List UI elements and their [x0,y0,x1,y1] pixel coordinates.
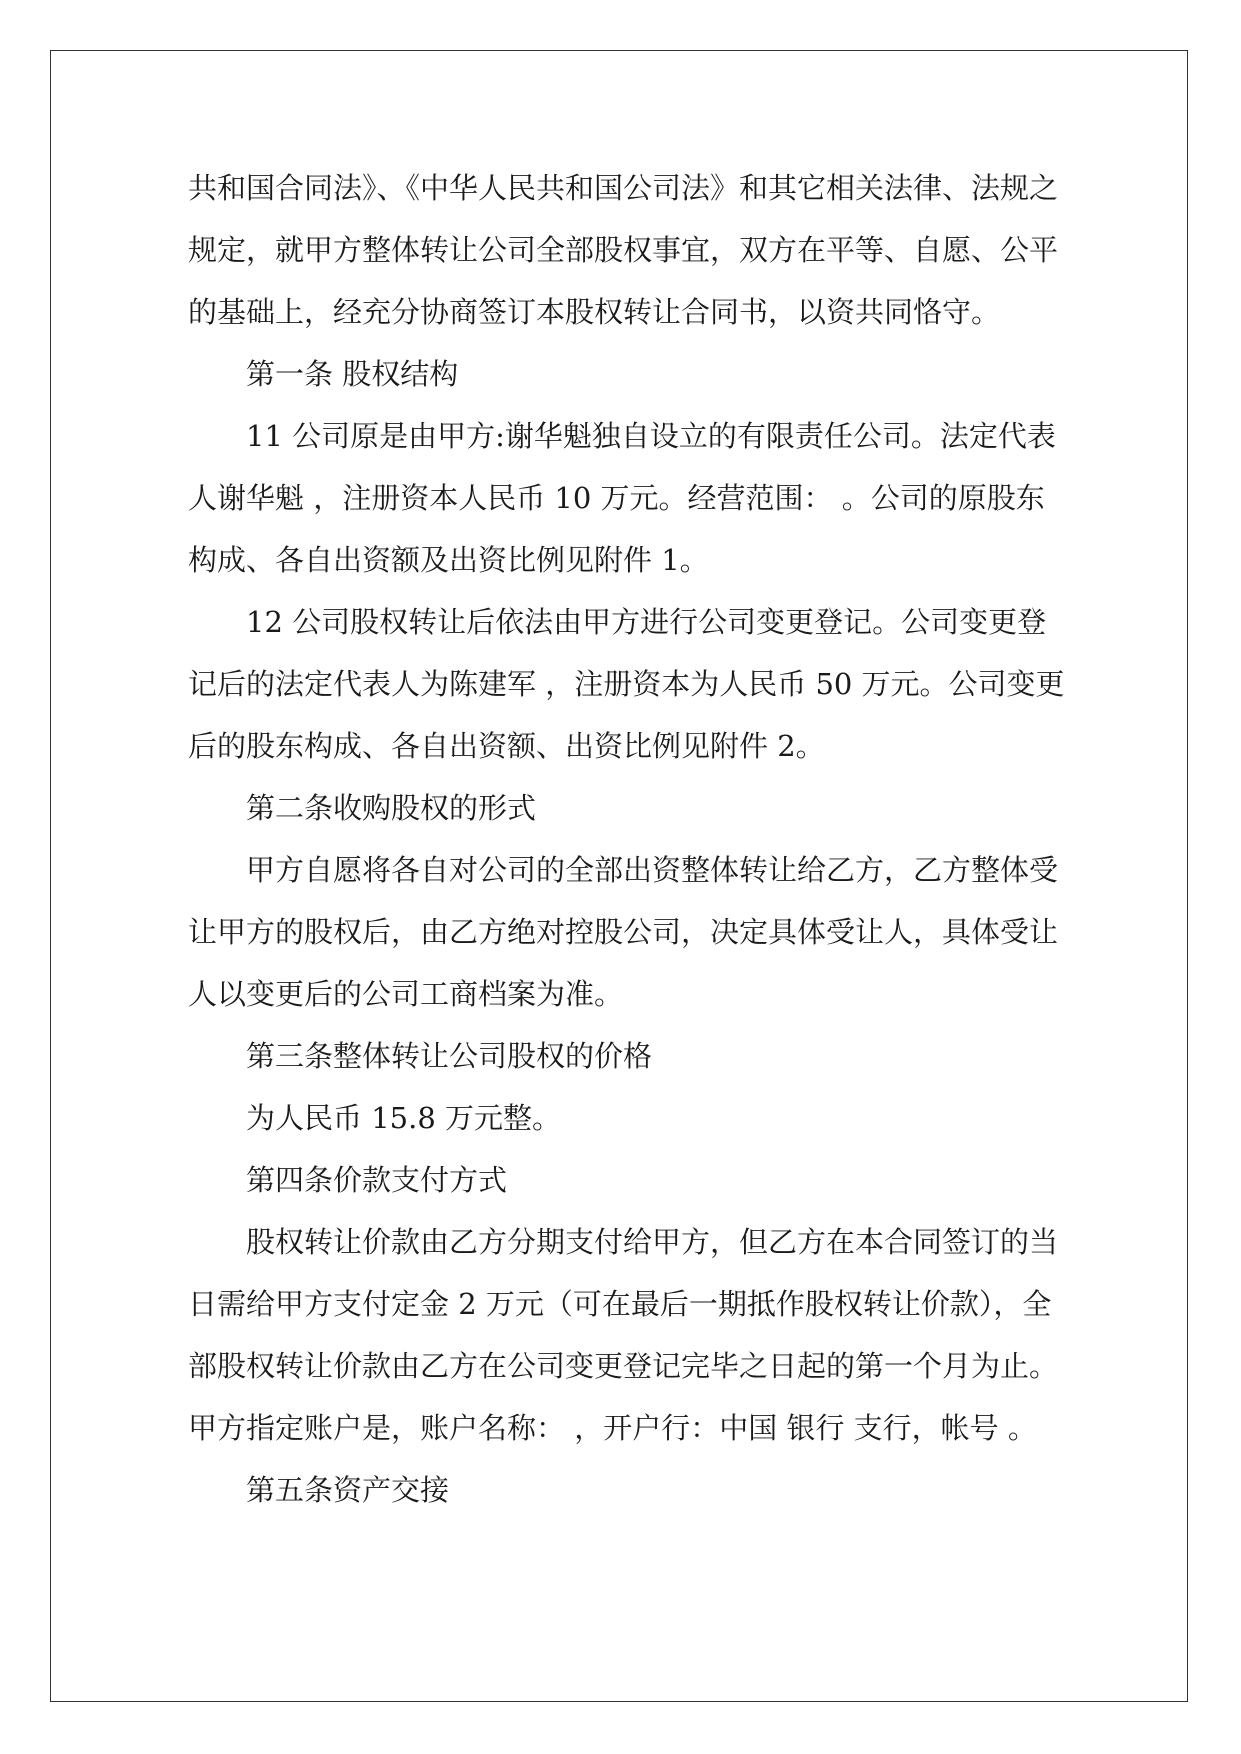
article-1-heading [188,343,1060,405]
text-line: 让甲方的股权后，由乙方绝对控股公司，决定具体受让人，具体受让 [188,915,1059,949]
article-2-heading [188,777,1060,839]
article-3-body [188,1087,1060,1149]
heading-line: 第五条资产交接 [246,1473,450,1507]
paragraph-intro [188,157,1060,343]
text-line: 部股权转让价款由乙方在公司变更登记完毕之日起的第一个月为止。 [188,1349,1059,1383]
heading-line: 第四条价款支付方式 [246,1163,508,1197]
text-line: 记后的法定代表人为陈建军 ，注册资本为人民币 50 万元。公司变更 [188,667,1065,701]
text-line: 日需给甲方支付定金 2 万元（可在最后一期抵作股权转让价款），全 [188,1287,1052,1321]
article-4-heading [188,1149,1060,1211]
article-5-heading [188,1459,1060,1521]
text-line: 共和国合同法》、《中华人民共和国公司法》和其它相关法律、法规之 [188,171,1059,205]
text-line: 规定，就甲方整体转让公司全部股权事宜，双方在平等、自愿、公平 [188,233,1059,267]
article-4-body [188,1211,1060,1459]
text-line: 后的股东构成、各自出资额、出资比例见附件 2。 [188,729,825,763]
clause-1-2 [188,591,1065,777]
text-line: 人以变更后的公司工商档案为准。 [188,977,624,1011]
text-line: 甲方指定账户是，账户名称： ，开户行：中国 银行 支行，帐号 。 [188,1411,1037,1445]
text-line: 的基础上，经充分协商签订本股权转让合同书，以资共同恪守。 [188,295,1001,329]
heading-line: 第三条整体转让公司股权的价格 [246,1039,653,1073]
text-line: 12 公司股权转让后依法由甲方进行公司变更登记。公司变更登 [246,605,1047,639]
article-3-heading [188,1025,1060,1087]
heading-line: 第二条收购股权的形式 [246,791,537,825]
text-line: 构成、各自出资额及出资比例见附件 1。 [188,543,709,577]
clause-1-1 [188,405,1060,591]
text-line: 人谢华魁 ，注册资本人民币 10 万元。经营范围： 。公司的原股东 [188,481,1045,515]
document-body [188,157,1065,1521]
text-line: 股权转让价款由乙方分期支付给甲方，但乙方在本合同签订的当 [246,1225,1059,1259]
article-2-body [188,839,1060,1025]
heading-line: 第一条 股权结构 [246,357,459,391]
text-line: 11 公司原是由甲方:谢华魁独自设立的有限责任公司。法定代表 [246,419,1056,453]
text-line: 为人民币 15.8 万元整。 [246,1101,562,1135]
text-line: 甲方自愿将各自对公司的全部出资整体转让给乙方，乙方整体受 [246,853,1059,887]
